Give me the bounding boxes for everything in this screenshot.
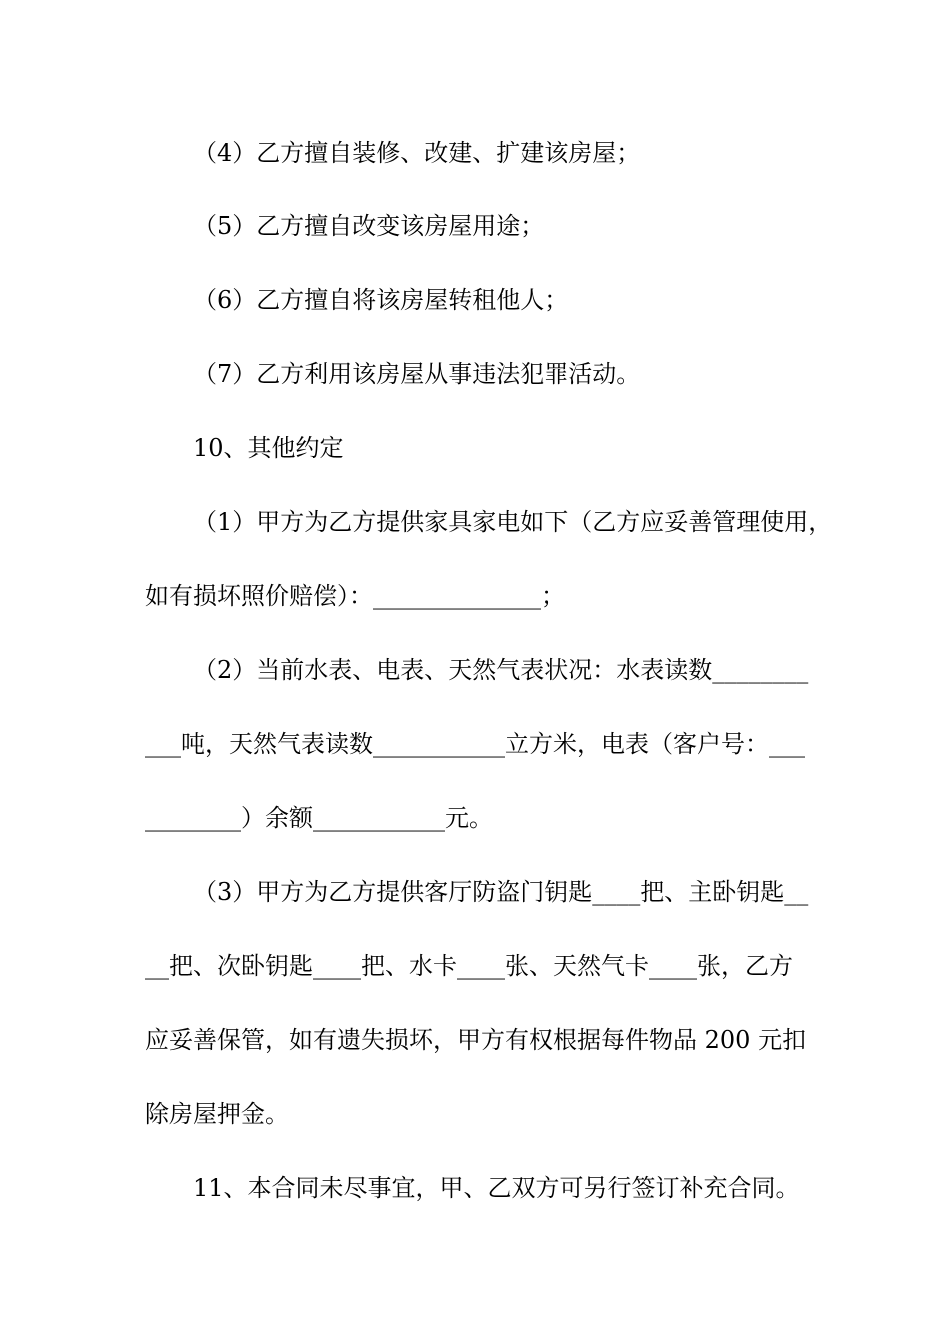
clause-9-7: （7）乙方利用该房屋从事违法犯罪活动。: [193, 360, 641, 388]
clause-10-2-line-1: （2）当前水表、电表、天然气表状况：水表读数________: [193, 656, 809, 684]
clause-10-3-line-3: 应妥善保管，如有遗失损坏，甲方有权根据每件物品 200 元扣: [145, 1026, 807, 1054]
clause-9-4: （4）乙方擅自装修、改建、扩建该房屋；: [193, 139, 641, 167]
clause-10-3-line-2: __把、次卧钥匙____把、水卡____张、天然气卡____张，乙方: [145, 952, 793, 980]
clause-10-2-line-2: ___吨，天然气表读数___________立方米，电表（客户号：___: [145, 730, 805, 758]
clause-10-3-line-1: （3）甲方为乙方提供客厅防盗门钥匙____把、主卧钥匙__: [193, 878, 809, 906]
section-10-heading: 10、其他约定: [193, 434, 344, 462]
clause-10-2-line-3: ________）余额___________元。: [145, 804, 493, 832]
clause-9-6: （6）乙方擅自将该房屋转租他人；: [193, 286, 569, 314]
clause-10-1-line-1: （1）甲方为乙方提供家具家电如下（乙方应妥善管理使用，: [193, 508, 833, 536]
clause-10-1-line-2: 如有损坏照价赔偿）：______________；: [145, 582, 565, 610]
clause-9-5: （5）乙方擅自改变该房屋用途；: [193, 212, 545, 240]
section-11: 11、本合同未尽事宜，甲、乙双方可另行签订补充合同。: [193, 1174, 800, 1202]
clause-10-3-line-4: 除房屋押金。: [145, 1100, 289, 1128]
